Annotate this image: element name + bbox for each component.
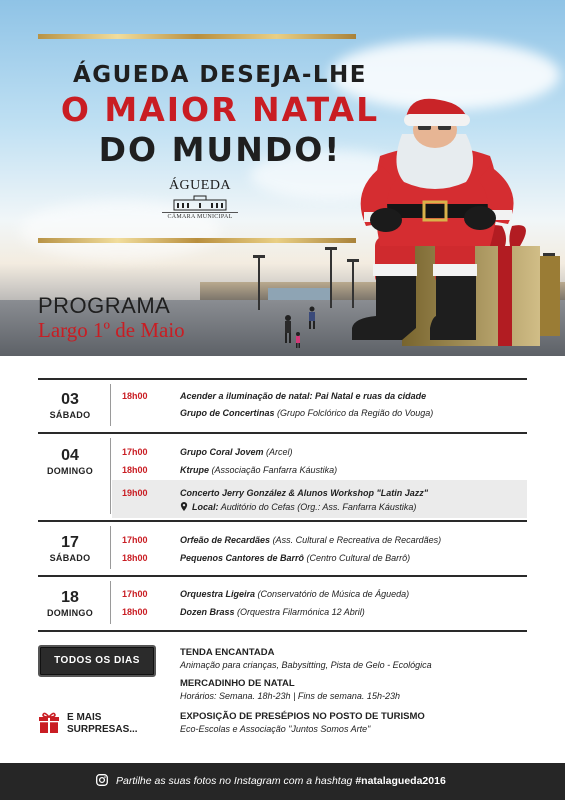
event-row — [180, 535, 441, 545]
event-time: 19h00 — [122, 488, 148, 498]
event-time: 18h00 — [122, 391, 148, 401]
surprises-line-1: E MAIS — [67, 712, 102, 723]
event-row — [180, 391, 426, 401]
day-name: DOMINGO — [46, 608, 94, 618]
event-time: 17h00 — [122, 535, 148, 545]
footer-text: Partilhe as suas fotos no Instagram com a hashtag — [116, 775, 353, 787]
event-time: 18h00 — [122, 465, 148, 475]
day-number: 03 — [61, 391, 79, 408]
gold-divider-bottom — [38, 238, 356, 243]
event-detail: (Grupo Folclórico da Região do Vouga) — [277, 408, 434, 418]
logo-subtitle: CÂMARA MUNICIPAL — [162, 212, 238, 220]
event-row — [180, 553, 410, 563]
event-detail: (Centro Cultural de Barrô) — [306, 553, 411, 563]
footer-message — [116, 775, 446, 787]
street-lamp — [330, 250, 332, 308]
event-row — [180, 488, 428, 498]
event-title: Orfeão de Recardães — [180, 535, 271, 545]
day-number: 17 — [61, 534, 79, 551]
more-surprises-label — [67, 712, 138, 736]
column-divider — [110, 581, 111, 624]
section-divider — [38, 630, 527, 632]
program-heading: PROGRAMA — [38, 293, 171, 318]
extra-text: Eco-Escolas e Associação "Juntos Somos Arte" — [180, 724, 371, 734]
event-time: 17h00 — [122, 589, 148, 599]
headline-line-3: DO MUNDO! — [98, 130, 342, 169]
headline-line-2: O MAIOR NATAL — [60, 90, 380, 129]
section-divider — [38, 432, 527, 434]
event-detail: (Arcel) — [266, 447, 293, 457]
event-title: Grupo de Concertinas — [180, 408, 275, 418]
event-title: Acender a iluminação de natal: Pai Natal e ruas da cidade — [180, 391, 427, 401]
event-time: 18h00 — [122, 607, 148, 617]
event-time: 18h00 — [122, 553, 148, 563]
surprises-line-2: SURPRESAS... — [67, 724, 138, 735]
program-location: Largo 1º de Maio — [38, 318, 185, 342]
event-title: Ktrupe — [180, 465, 209, 475]
day-name: SÁBADO — [49, 553, 91, 563]
event-title: Local: — [192, 502, 219, 512]
column-divider — [110, 526, 111, 569]
section-divider — [38, 575, 527, 577]
instagram-icon — [96, 774, 108, 786]
town-hall-icon — [172, 195, 228, 211]
event-row — [180, 589, 409, 599]
location-pin-icon — [180, 502, 188, 511]
concert-highlight — [112, 480, 527, 518]
column-divider — [110, 384, 111, 426]
event-title: Pequenos Cantores de Barrô — [180, 553, 305, 563]
extra-text: Animação para crianças, Babysitting, Pista de Gelo - Ecológica — [180, 660, 432, 670]
extra-title: EXPOSIÇÃO DE PRESÉPIOS NO POSTO DE TURISMO — [180, 711, 425, 722]
extra-text: Horários: Semana. 18h-23h | Fins de semana. 15h-23h — [180, 691, 400, 701]
event-row — [180, 465, 337, 475]
extra-title: MERCADINHO DE NATAL — [180, 678, 295, 689]
person-figure — [306, 306, 318, 330]
extra-title: TENDA ENCANTADA — [180, 647, 275, 658]
every-day-badge: TODOS OS DIAS — [38, 645, 156, 677]
event-location-row — [180, 502, 416, 512]
event-row — [180, 447, 293, 457]
event-row — [180, 607, 365, 617]
day-name: SÁBADO — [49, 410, 91, 420]
day-number: 04 — [61, 447, 79, 464]
hashtag: #natalagueda2016 — [355, 775, 446, 787]
column-divider — [110, 438, 111, 514]
event-title: Concerto Jerry González & Alunos Workshop "Latin Jazz" — [180, 488, 429, 498]
event-detail: (Orquestra Filarmónica 12 Abril) — [237, 607, 365, 617]
day-name: DOMINGO — [46, 466, 94, 476]
event-row — [180, 408, 433, 418]
event-title: Grupo Coral Jovem — [180, 447, 264, 457]
gold-divider-top — [38, 34, 356, 39]
day-number: 18 — [61, 589, 79, 606]
logo-name: ÁGUEDA — [168, 178, 232, 193]
headline-line-1: ÁGUEDA DESEJA-LHE — [72, 62, 368, 88]
gift-icon — [38, 712, 60, 734]
section-divider — [38, 378, 527, 380]
event-detail: (Associação Fanfarra Káustika) — [211, 465, 338, 475]
street-lamp — [258, 258, 260, 310]
section-divider — [38, 520, 527, 522]
event-detail: (Conservatório de Música de Águeda) — [257, 589, 410, 599]
event-detail: Auditório do Cefas (Org.: Ass. Fanfarra Káustika) — [220, 502, 417, 512]
event-title: Dozen Brass — [180, 607, 235, 617]
event-time: 17h00 — [122, 447, 148, 457]
event-title: Orquestra Ligeira — [180, 589, 256, 599]
agueda-logo — [162, 178, 238, 220]
event-detail: (Ass. Cultural e Recreativa de Recardães) — [272, 535, 442, 545]
